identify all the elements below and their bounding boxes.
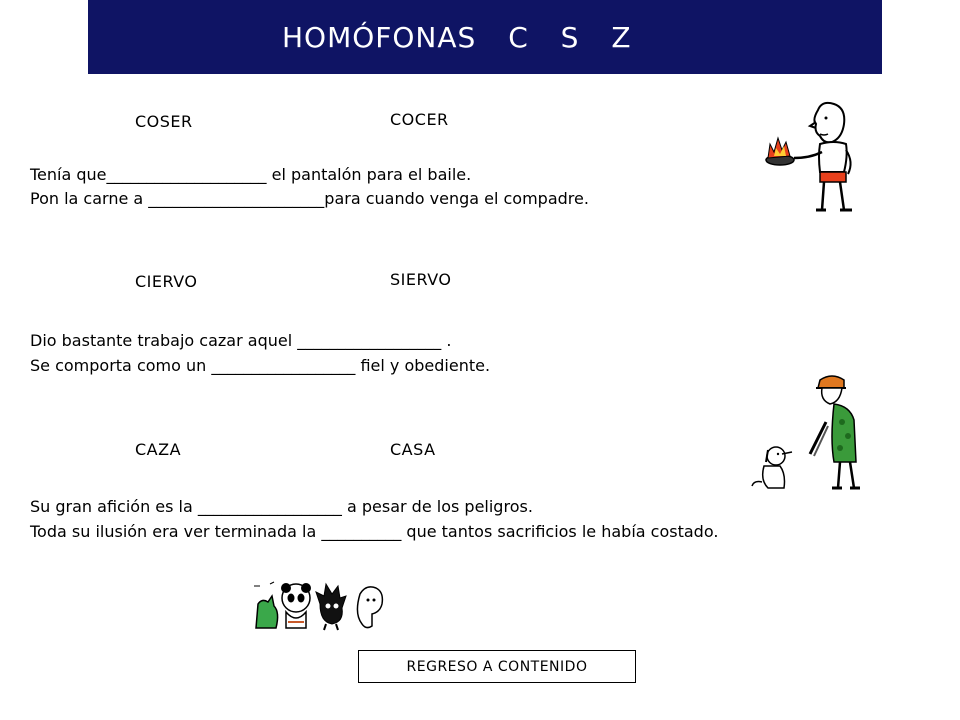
word-caza: CAZA: [135, 440, 182, 459]
word-ciervo: CIERVO: [135, 272, 198, 291]
word-casa: CASA: [390, 440, 436, 459]
page-title: HOMÓFONAS C S Z: [282, 21, 632, 54]
word-siervo: SIERVO: [390, 270, 452, 289]
sentence-coser-1: Tenía que____________________ el pantalón para el baile.: [30, 165, 472, 184]
sentence-ciervo-1: Dio bastante trabajo cazar aquel __________________ .: [30, 331, 452, 350]
word-coser: COSER: [135, 112, 193, 131]
title-banner: [88, 0, 882, 74]
cook-illustration: [760, 96, 880, 216]
word-cocer: COCER: [390, 110, 449, 129]
sentence-caza-1: Su gran afición es la __________________ a pesar de los peligros.: [30, 497, 533, 516]
back-to-content-button[interactable]: REGRESO A CONTENIDO: [358, 650, 636, 683]
cartoon-characters: [248, 578, 390, 634]
sentence-caza-2: Toda su ilusión era ver terminada la __________ que tantos sacrificios le había costado.: [30, 522, 719, 541]
sentence-ciervo-2: Se comporta como un __________________ fiel y obediente.: [30, 356, 491, 375]
sentence-coser-2: Pon la carne a ______________________para cuando venga el compadre.: [30, 189, 589, 208]
hunter-illustration: [740, 370, 880, 494]
